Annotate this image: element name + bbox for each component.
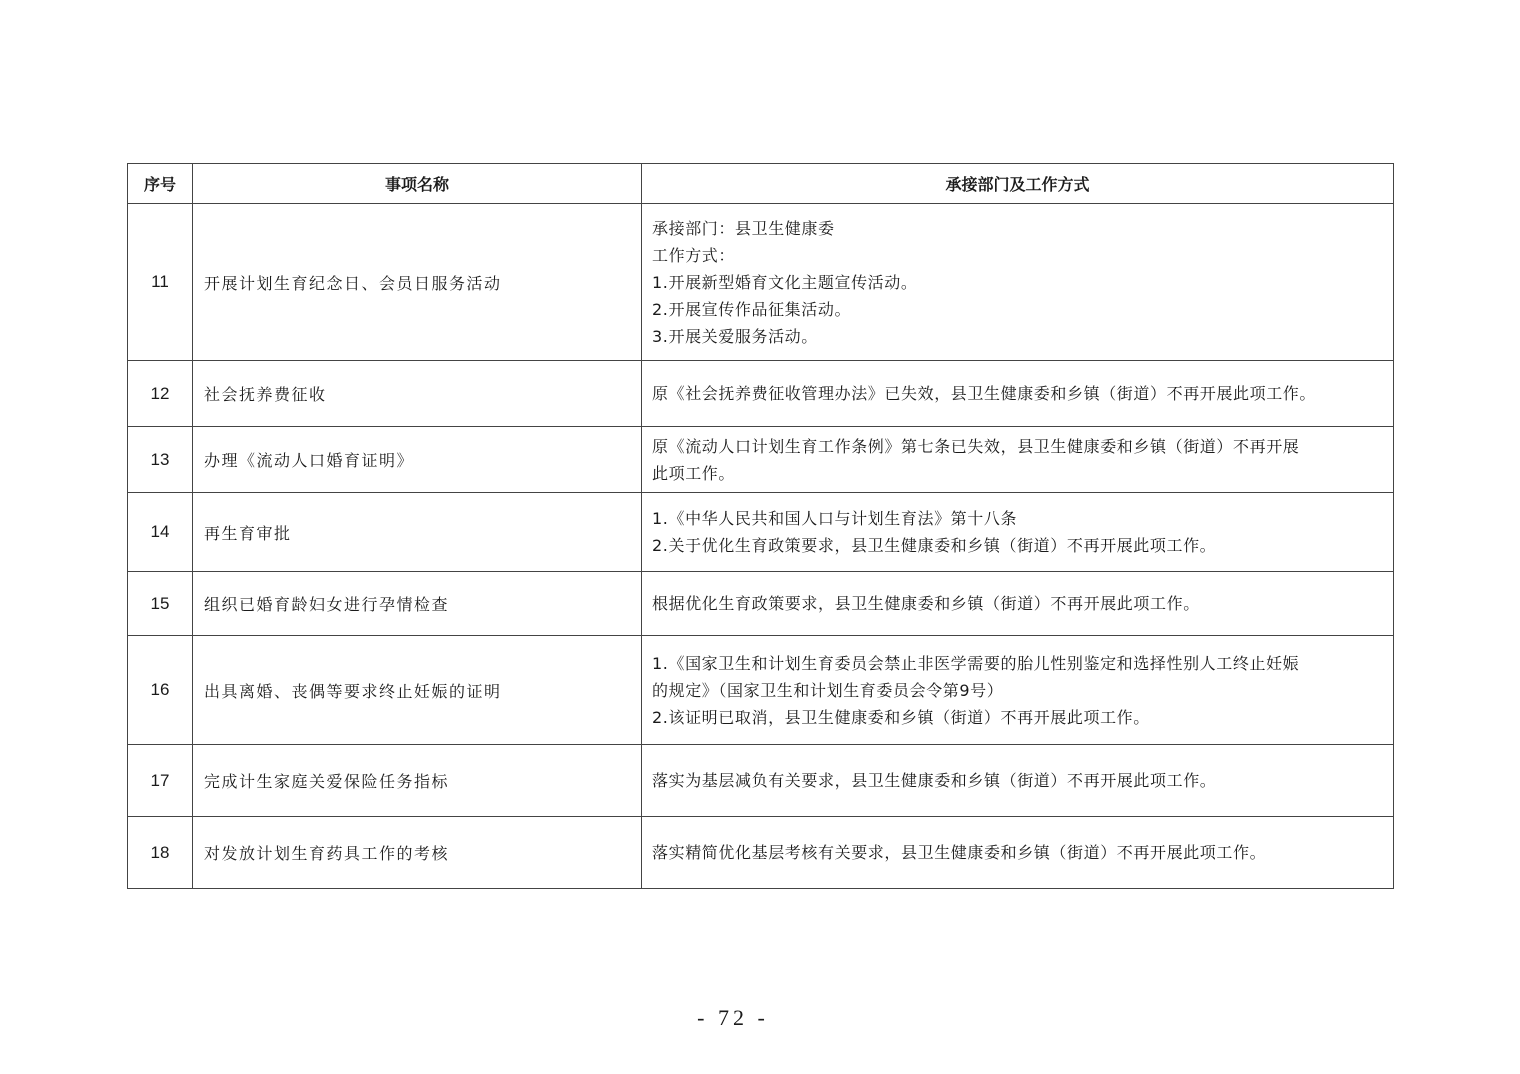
row-item-name: 开展计划生育纪念日、会员日服务活动 xyxy=(193,204,642,361)
row-serial-number: 13 xyxy=(128,427,193,493)
items-table xyxy=(127,163,1394,889)
row-department-method xyxy=(642,361,1394,427)
row-item-name: 对发放计划生育药具工作的考核 xyxy=(193,817,642,889)
row-item-name: 社会抚养费征收 xyxy=(193,361,642,427)
department-method-line: 原《社会抚养费征收管理办法》已失效，县卫生健康委和乡镇（街道）不再开展此项工作。 xyxy=(652,384,1317,403)
row-department-method xyxy=(642,817,1394,889)
header-item-name: 事项名称 xyxy=(193,164,642,204)
table-row xyxy=(128,361,1394,427)
department-method-line: 2.关于优化生育政策要求，县卫生健康委和乡镇（街道）不再开展此项工作。 xyxy=(652,536,1217,555)
row-serial-number: 15 xyxy=(128,572,193,636)
row-serial-number: 14 xyxy=(128,493,193,572)
header-department-method: 承接部门及工作方式 xyxy=(642,164,1394,204)
header-serial-number: 序号 xyxy=(128,164,193,204)
row-serial-number: 17 xyxy=(128,745,193,817)
table-row xyxy=(128,427,1394,493)
table-body xyxy=(128,204,1394,889)
department-method-line: 2.该证明已取消，县卫生健康委和乡镇（街道）不再开展此项工作。 xyxy=(652,707,1150,727)
row-item-name: 再生育审批 xyxy=(193,493,642,572)
table-header-row xyxy=(128,164,1394,204)
table-row xyxy=(128,493,1394,572)
department-method-line: 1.开展新型婚育文化主题宣传活动。 xyxy=(652,272,918,292)
row-item-name: 完成计生家庭关爱保险任务指标 xyxy=(193,745,642,817)
table-row xyxy=(128,636,1394,745)
page-number: - 72 - xyxy=(697,1005,769,1030)
department-method-line: 落实为基层减负有关要求，县卫生健康委和乡镇（街道）不再开展此项工作。 xyxy=(652,771,1217,790)
row-department-method xyxy=(642,636,1394,745)
row-department-method xyxy=(642,204,1394,361)
table-row xyxy=(128,745,1394,817)
row-item-name: 出具离婚、丧偶等要求终止妊娠的证明 xyxy=(193,636,642,745)
department-method-line: 1.《中华人民共和国人口与计划生育法》第十八条 xyxy=(652,509,1018,528)
department-method-line: 原《流动人口计划生育工作条例》第七条已失效，县卫生健康委和乡镇（街道）不再开展 xyxy=(652,436,1300,456)
row-item-name: 组织已婚育龄妇女进行孕情检查 xyxy=(193,572,642,636)
table-row xyxy=(128,572,1394,636)
department-method-line: 2.开展宣传作品征集活动。 xyxy=(652,299,852,319)
department-method-line: 根据优化生育政策要求，县卫生健康委和乡镇（街道）不再开展此项工作。 xyxy=(652,594,1200,613)
row-department-method xyxy=(642,572,1394,636)
department-method-line: 3.开展关爱服务活动。 xyxy=(652,326,818,346)
row-department-method xyxy=(642,745,1394,817)
row-department-method xyxy=(642,493,1394,572)
department-method-line: 此项工作。 xyxy=(652,463,736,483)
table-row xyxy=(128,817,1394,889)
department-method-line: 的规定》（国家卫生和计划生育委员会令第9号） xyxy=(652,680,1004,700)
row-serial-number: 16 xyxy=(128,636,193,745)
row-item-name: 办理《流动人口婚育证明》 xyxy=(193,427,642,493)
row-department-method xyxy=(642,427,1394,493)
row-serial-number: 11 xyxy=(128,204,193,361)
department-method-line: 落实精简优化基层考核有关要求，县卫生健康委和乡镇（街道）不再开展此项工作。 xyxy=(652,843,1267,862)
department-method-line: 承接部门：县卫生健康委 xyxy=(652,218,835,238)
table-row xyxy=(128,204,1394,361)
row-serial-number: 12 xyxy=(128,361,193,427)
department-method-line: 1.《国家卫生和计划生育委员会禁止非医学需要的胎儿性别鉴定和选择性别人工终止妊娠 xyxy=(652,653,1300,673)
row-serial-number: 18 xyxy=(128,817,193,889)
department-method-line: 工作方式： xyxy=(652,245,736,265)
